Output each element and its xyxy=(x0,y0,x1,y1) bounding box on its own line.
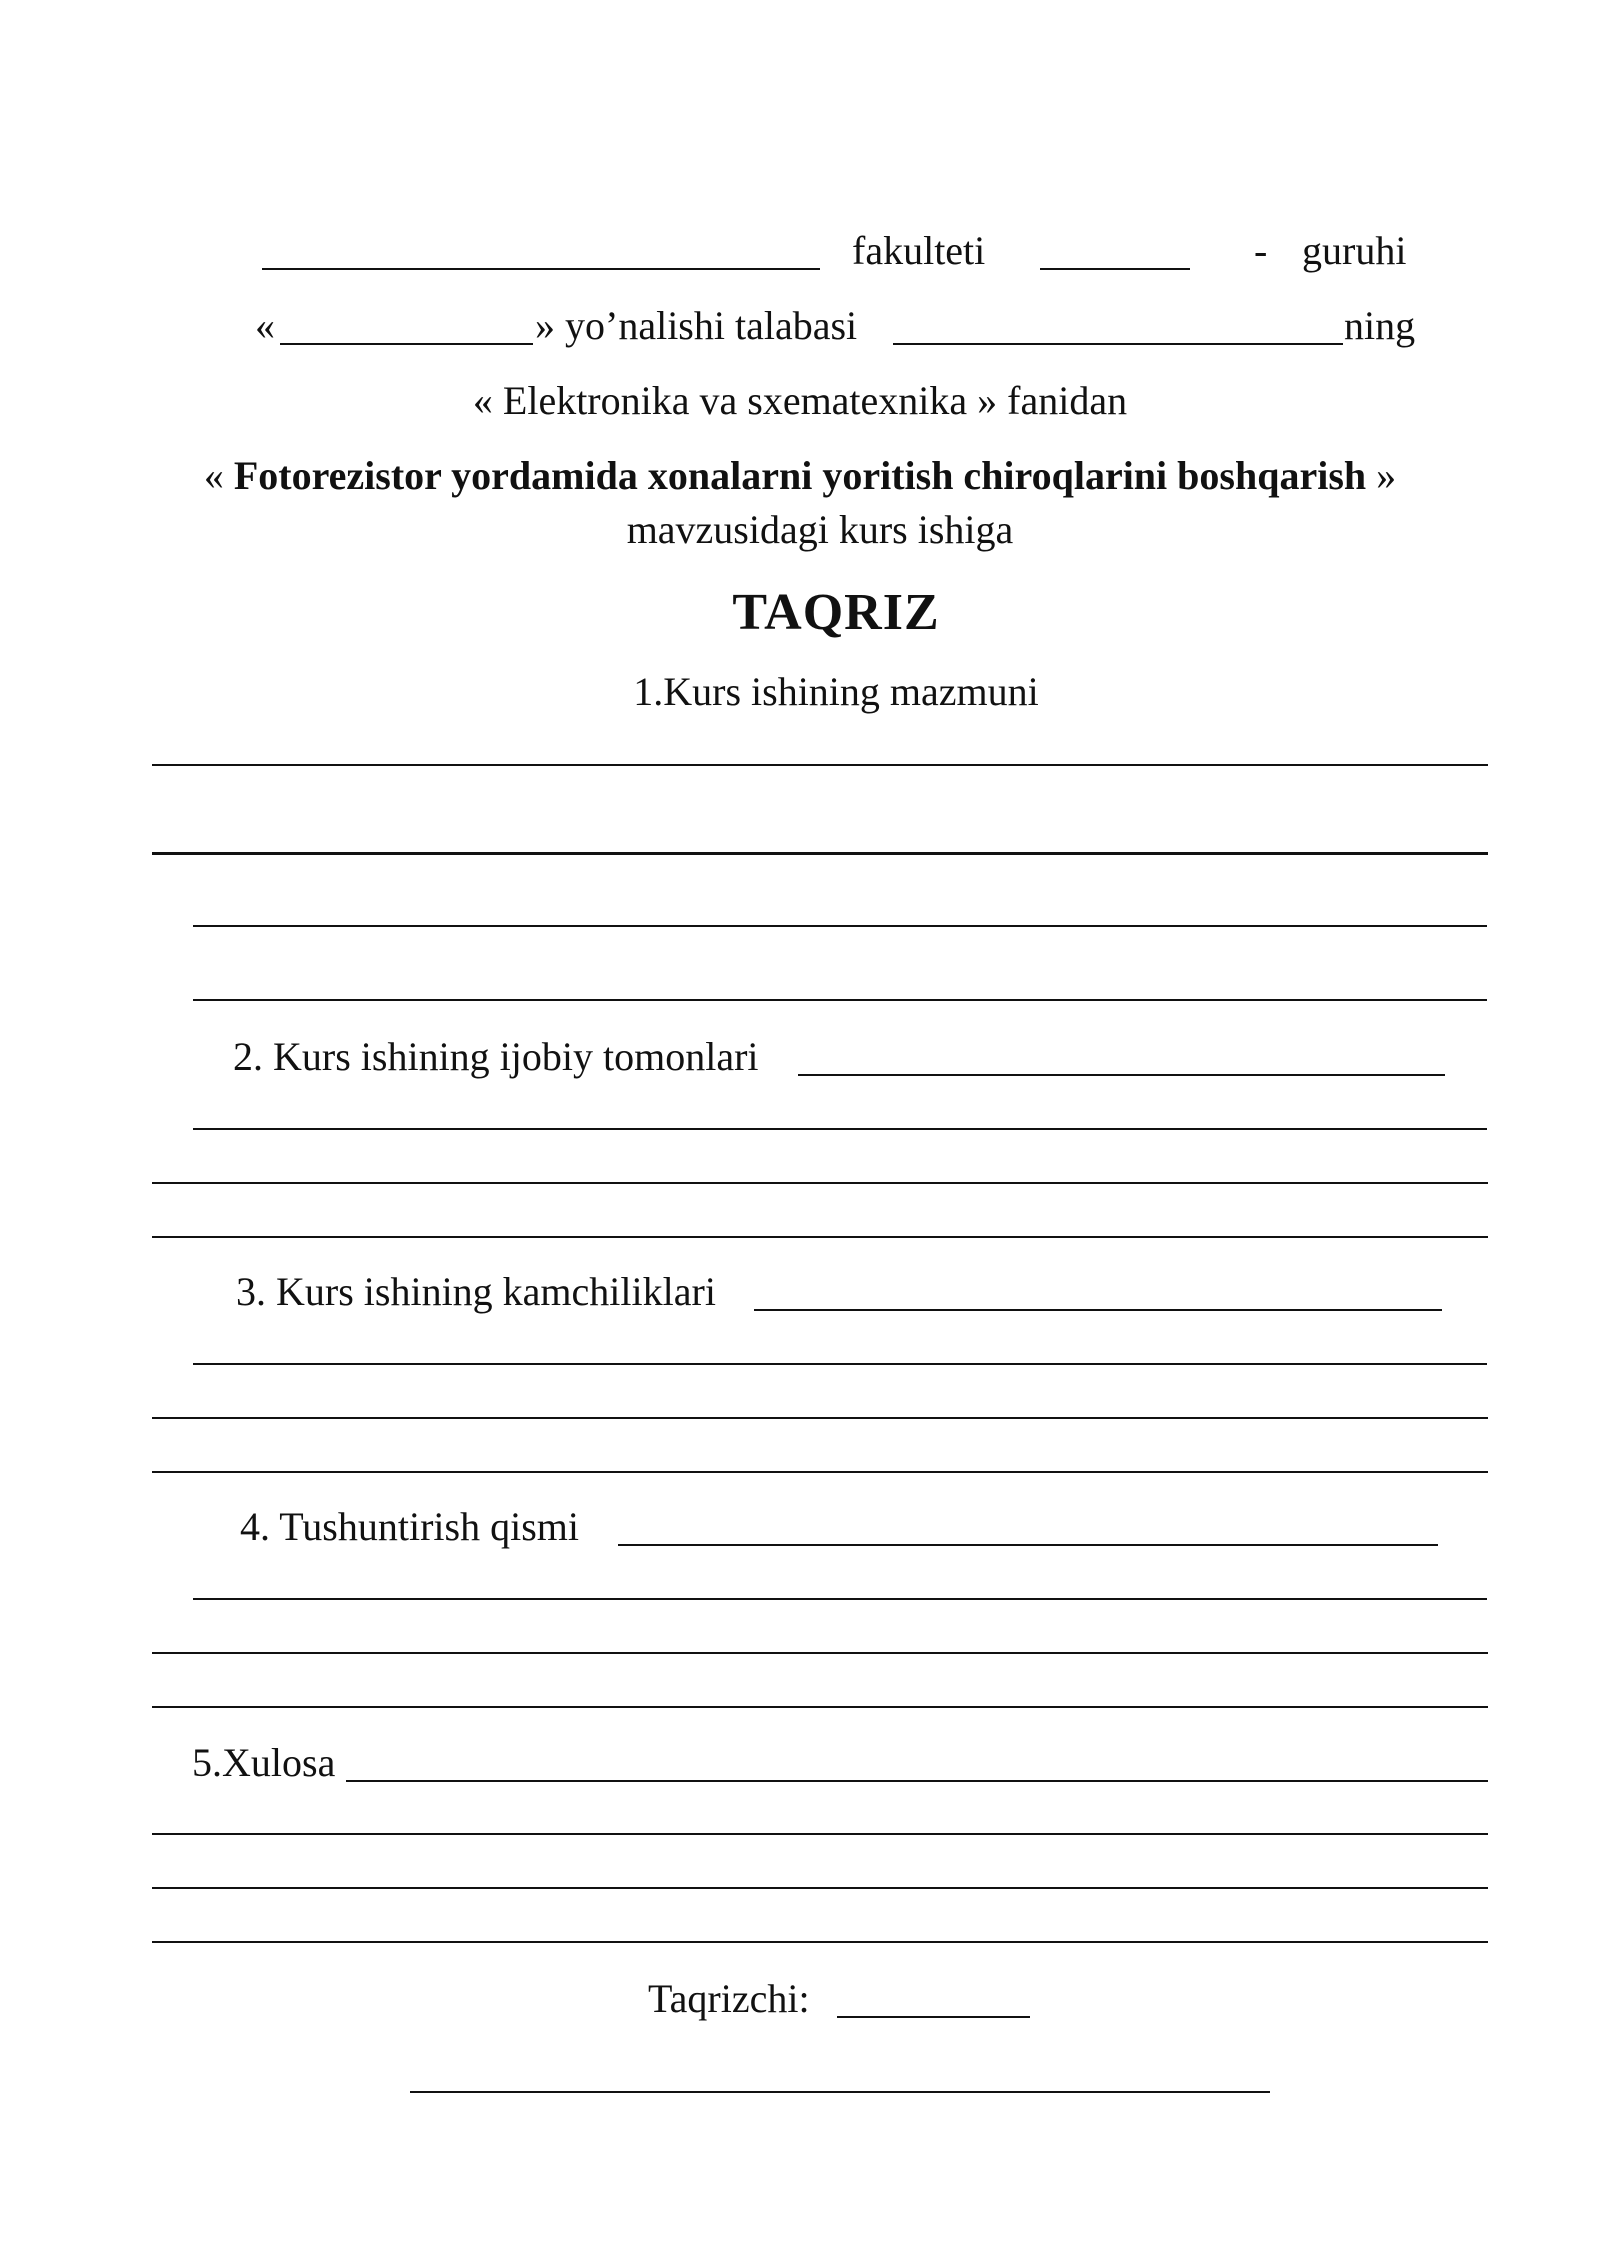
section-1-line[interactable] xyxy=(193,925,1487,927)
section-4-line[interactable] xyxy=(152,1706,1488,1708)
student-suffix: ning xyxy=(1344,303,1416,348)
section-3-label: 3. Kurs ishining kamchiliklari xyxy=(236,1269,716,1314)
topic-line xyxy=(0,452,1600,500)
section-2-line[interactable] xyxy=(152,1182,1488,1184)
topic-title: Fotorezistor yordamida xonalarni yoritish chiroqlarini boshqarish xyxy=(233,453,1367,498)
direction-name-blank[interactable] xyxy=(280,343,533,345)
section-4-line[interactable] xyxy=(193,1598,1487,1600)
reviewer-signature-line[interactable] xyxy=(410,2091,1270,2093)
section-2-label: 2. Kurs ishining ijobiy tomonlari xyxy=(233,1034,759,1079)
section-3-line[interactable] xyxy=(152,1471,1488,1473)
faculty-name-blank[interactable] xyxy=(262,268,820,270)
section-4-label: 4. Tushuntirish qismi xyxy=(240,1504,580,1549)
section-1-label: 1.Kurs ishining mazmuni xyxy=(633,669,1039,714)
direction-student-label: » yo’nalishi talabasi xyxy=(535,303,858,348)
section-4-inline-blank[interactable] xyxy=(618,1544,1438,1546)
section-2-line[interactable] xyxy=(152,1236,1488,1238)
student-name-blank[interactable] xyxy=(893,343,1343,345)
section-5-inline-blank[interactable] xyxy=(346,1780,1488,1782)
section-3-line[interactable] xyxy=(193,1363,1487,1365)
direction-open-quote: « xyxy=(255,303,275,348)
topic-suffix: mavzusidagi kurs ishiga xyxy=(626,507,1014,552)
faculty-label: fakulteti xyxy=(852,228,986,273)
group-number-blank[interactable] xyxy=(1040,268,1190,270)
section-1-line[interactable] xyxy=(152,852,1488,855)
reviewer-name-blank[interactable] xyxy=(837,2016,1030,2018)
section-5-line[interactable] xyxy=(152,1833,1488,1835)
section-5-line[interactable] xyxy=(152,1941,1488,1943)
section-2-line[interactable] xyxy=(193,1128,1487,1130)
group-label: guruhi xyxy=(1302,228,1407,273)
section-2-inline-blank[interactable] xyxy=(798,1074,1445,1076)
section-5-line[interactable] xyxy=(152,1887,1488,1889)
topic-close-quote: » xyxy=(1376,453,1397,498)
group-dash: - xyxy=(1254,228,1268,273)
reviewer-label: Taqrizchi: xyxy=(648,1976,810,2021)
subject-line: « Elektronika va sxematexnika » fanidan xyxy=(472,378,1128,423)
section-3-inline-blank[interactable] xyxy=(754,1309,1442,1311)
section-4-line[interactable] xyxy=(152,1652,1488,1654)
document-title: TAQRIZ xyxy=(732,584,940,641)
section-5-label: 5.Xulosa xyxy=(192,1740,336,1785)
section-3-line[interactable] xyxy=(152,1417,1488,1419)
section-1-line[interactable] xyxy=(193,999,1487,1001)
section-1-line[interactable] xyxy=(152,764,1488,766)
topic-open-quote: « xyxy=(203,453,224,498)
